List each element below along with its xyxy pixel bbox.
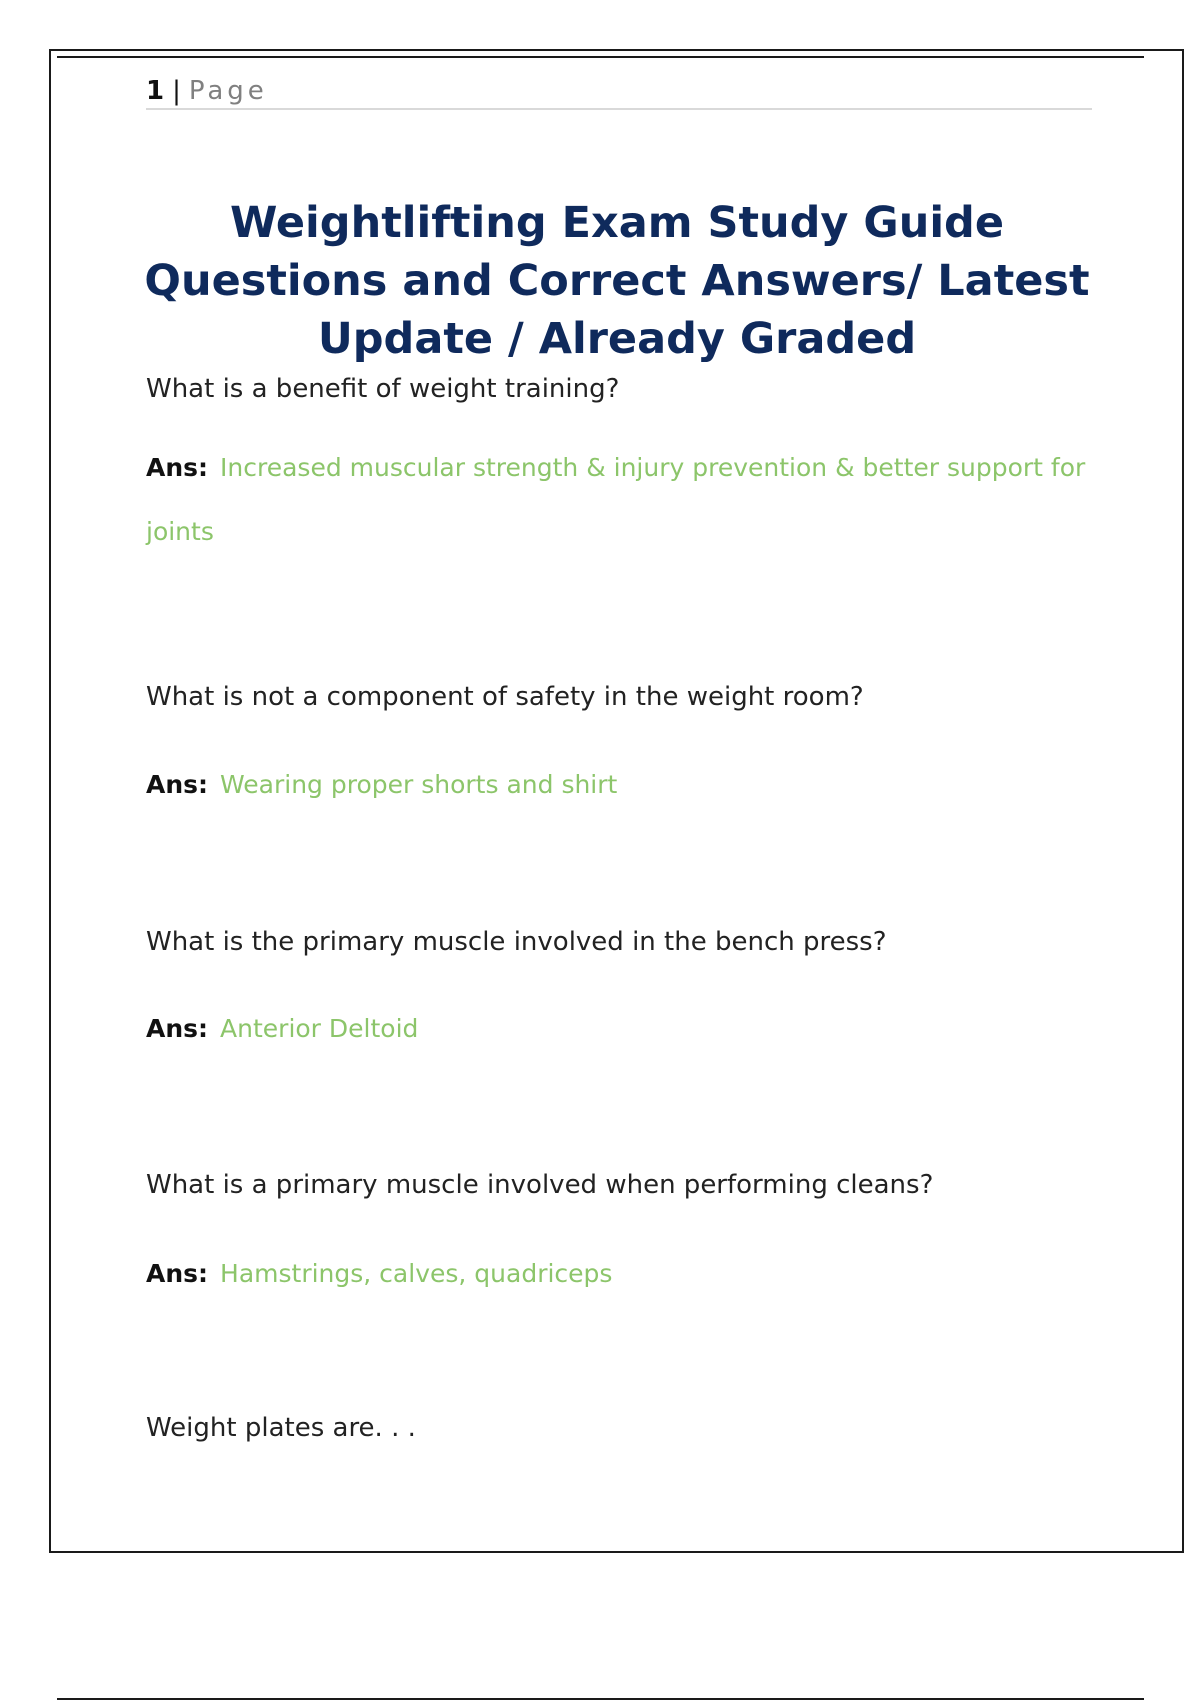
title-line-1: Weightlifting Exam Study Guide bbox=[230, 198, 1004, 248]
question-text: What is a benefit of weight training? bbox=[146, 374, 620, 404]
qa-item-4 bbox=[146, 1168, 1106, 1306]
page-separator: | bbox=[172, 76, 181, 106]
qa-item-3 bbox=[146, 925, 1106, 1061]
qa-item-5 bbox=[146, 1411, 1106, 1445]
page-number: 1 bbox=[146, 76, 165, 106]
answer-label: Ans: bbox=[146, 770, 209, 799]
answer-text bbox=[146, 436, 1106, 564]
answer-value: Wearing proper shorts and shirt bbox=[220, 770, 618, 799]
qa-item-2 bbox=[146, 680, 1106, 817]
qa-item-1 bbox=[146, 372, 1106, 564]
top-rule bbox=[57, 56, 1144, 58]
question-text: What is the primary muscle involved in the bench press? bbox=[146, 927, 887, 957]
question-text: What is not a component of safety in the weight room? bbox=[146, 682, 864, 712]
answer-value: Increased muscular strength & injury prevention & better support for joints bbox=[146, 453, 1086, 546]
title-line-2: Questions and Correct Answers/ Latest bbox=[144, 256, 1090, 306]
answer-value: Anterior Deltoid bbox=[220, 1014, 419, 1043]
answer-label: Ans: bbox=[146, 453, 209, 482]
answer-text bbox=[146, 997, 1106, 1061]
document-title bbox=[120, 194, 1114, 368]
answer-value: Hamstrings, calves, quadriceps bbox=[220, 1259, 613, 1288]
answer-label: Ans: bbox=[146, 1259, 209, 1288]
answer-text bbox=[146, 753, 1106, 817]
question-text: Weight plates are. . . bbox=[146, 1413, 416, 1443]
page-header bbox=[146, 74, 1092, 110]
answer-label: Ans: bbox=[146, 1014, 209, 1043]
answer-text bbox=[146, 1242, 1106, 1306]
page-word: Page bbox=[188, 76, 268, 106]
question-text: What is a primary muscle involved when performing cleans? bbox=[146, 1170, 934, 1200]
title-line-3: Update / Already Graded bbox=[317, 314, 917, 364]
